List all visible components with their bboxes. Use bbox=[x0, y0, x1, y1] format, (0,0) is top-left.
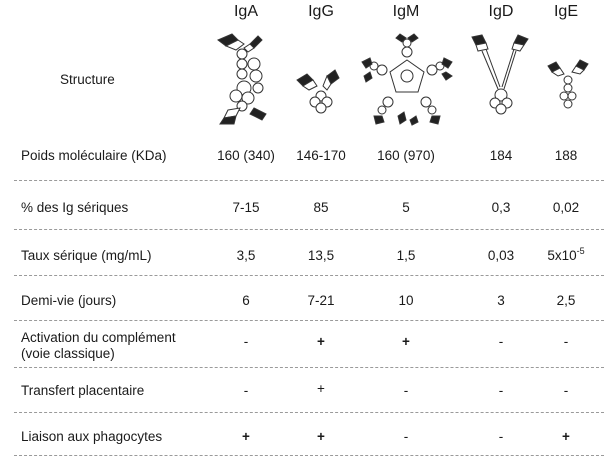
cell-transfert-igm: - bbox=[403, 383, 409, 398]
cell-transfert-ige: - bbox=[563, 383, 569, 398]
row-divider bbox=[14, 412, 604, 413]
cell-taux-ige-base: 5x10 bbox=[547, 248, 577, 263]
cell-liaison-igm: - bbox=[403, 429, 409, 444]
ige-structure-icon bbox=[546, 38, 590, 118]
cell-demivie-iga: 6 bbox=[242, 293, 250, 308]
cell-pct-ige: 0,02 bbox=[552, 200, 580, 215]
cell-activation-igg: + bbox=[317, 334, 325, 349]
row-label-activation-line2: (voie classique) bbox=[21, 346, 115, 361]
cell-transfert-igg: + bbox=[317, 381, 325, 396]
igd-structure-icon bbox=[470, 33, 530, 118]
cell-taux-igm: 1,5 bbox=[396, 248, 416, 263]
cell-taux-igg: 13,5 bbox=[307, 248, 335, 263]
structure-label: Structure bbox=[60, 72, 115, 87]
row-divider bbox=[14, 367, 604, 368]
igm-structure-icon bbox=[362, 30, 452, 125]
cell-demivie-igg: 7-21 bbox=[307, 293, 335, 308]
header-igg: IgG bbox=[308, 3, 334, 20]
cell-poids-ige: 188 bbox=[554, 148, 578, 163]
cell-poids-iga: 160 (340) bbox=[217, 148, 275, 163]
row-label-taux: Taux sérique (mg/mL) bbox=[21, 248, 152, 263]
cell-liaison-igg: + bbox=[317, 429, 325, 444]
row-label-pourcentage: % des Ig sériques bbox=[21, 200, 129, 215]
cell-activation-igd: - bbox=[498, 334, 504, 349]
header-igm: IgM bbox=[392, 3, 420, 20]
row-divider bbox=[14, 180, 604, 181]
row-label-poids: Poids moléculaire (KDa) bbox=[21, 148, 167, 163]
cell-pct-igd: 0,3 bbox=[491, 200, 511, 215]
cell-activation-ige: - bbox=[563, 334, 569, 349]
row-label-activation bbox=[21, 330, 176, 362]
header-igd: IgD bbox=[488, 3, 514, 20]
cell-demivie-ige: 2,5 bbox=[556, 293, 576, 308]
cell-pct-iga: 7-15 bbox=[232, 200, 260, 215]
cell-demivie-igd: 3 bbox=[497, 293, 505, 308]
cell-liaison-iga: + bbox=[242, 429, 250, 444]
cell-transfert-igd: - bbox=[498, 383, 504, 398]
row-label-liaison: Liaison aux phagocytes bbox=[21, 429, 163, 444]
cell-liaison-ige: + bbox=[562, 429, 570, 444]
cell-transfert-iga: - bbox=[243, 383, 249, 398]
cell-demivie-igm: 10 bbox=[398, 293, 414, 308]
row-divider bbox=[14, 229, 604, 230]
cell-taux-ige-exponent: -5 bbox=[576, 246, 585, 256]
row-divider bbox=[14, 275, 604, 276]
cell-pct-igg: 85 bbox=[313, 200, 329, 215]
cell-activation-igm: + bbox=[402, 334, 410, 349]
iga-structure-icon bbox=[214, 30, 284, 125]
row-label-activation-line1: Activation du complément bbox=[21, 330, 176, 345]
row-label-demi-vie: Demi-vie (jours) bbox=[21, 293, 117, 308]
row-divider bbox=[14, 320, 604, 321]
cell-taux-iga: 3,5 bbox=[236, 248, 256, 263]
cell-poids-igm: 160 (970) bbox=[377, 148, 435, 163]
header-iga: IgA bbox=[233, 3, 258, 20]
cell-poids-igg: 146-170 bbox=[296, 148, 346, 163]
cell-activation-iga: - bbox=[243, 334, 249, 349]
cell-pct-igm: 5 bbox=[402, 200, 410, 215]
igg-structure-icon bbox=[295, 66, 345, 116]
row-divider bbox=[14, 455, 604, 456]
cell-poids-igd: 184 bbox=[489, 148, 513, 163]
cell-taux-igd: 0,03 bbox=[487, 248, 515, 263]
row-label-transfert: Transfert placentaire bbox=[21, 383, 145, 398]
header-ige: IgE bbox=[553, 3, 578, 20]
cell-liaison-igd: - bbox=[498, 429, 504, 444]
cell-taux-ige bbox=[521, 248, 604, 264]
